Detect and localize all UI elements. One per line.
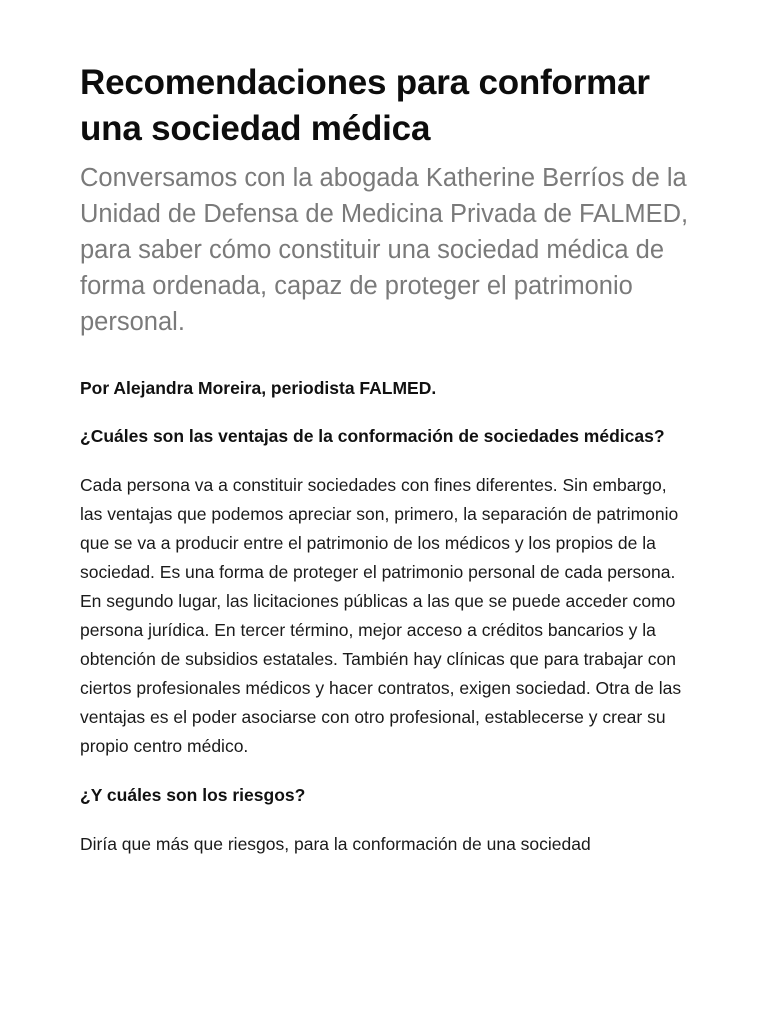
article bbox=[80, 60, 692, 859]
section-riesgos bbox=[80, 781, 692, 859]
article-subtitle: Conversamos con la abogada Katherine Berríos de la Unidad de Defensa de Medicina Privada de FALMED, para saber cómo constituir una sociedad médica de forma ordenada, capaz de proteger el patrimonio personal. bbox=[80, 164, 689, 336]
section-answer: Diría que más que riesgos, para la conformación de una sociedad bbox=[80, 834, 591, 854]
article-byline: Por Alejandra Moreira, periodista FALMED. bbox=[80, 378, 437, 398]
section-ventajas bbox=[80, 422, 692, 761]
section-question: ¿Y cuáles son los riesgos? bbox=[80, 785, 306, 805]
article-title: Recomendaciones para conformar una sociedad médica bbox=[80, 63, 650, 148]
section-answer: Cada persona va a constituir sociedades con fines diferentes. Sin embargo, las ventajas que podemos apreciar son, primero, la separación de patrimonio que se va a producir entre el patrimonio de los médicos y los propios de la sociedad. Es una forma de proteger el patrimonio personal de cada persona. En segundo lugar, las licitaciones públicas a las que se puede acceder como persona jurídica. En tercer término, mejor acceso a créditos bancarios y la obtención de subsidios estatales. También hay clínicas que para trabajar con ciertos profesionales médicos y hacer contratos, exigen sociedad. Otra de las ventajas es el poder asociarse con otro profesional, establecerse y crear su propio centro médico. bbox=[80, 475, 682, 756]
section-question: ¿Cuáles son las ventajas de la conformación de sociedades médicas? bbox=[80, 426, 665, 446]
